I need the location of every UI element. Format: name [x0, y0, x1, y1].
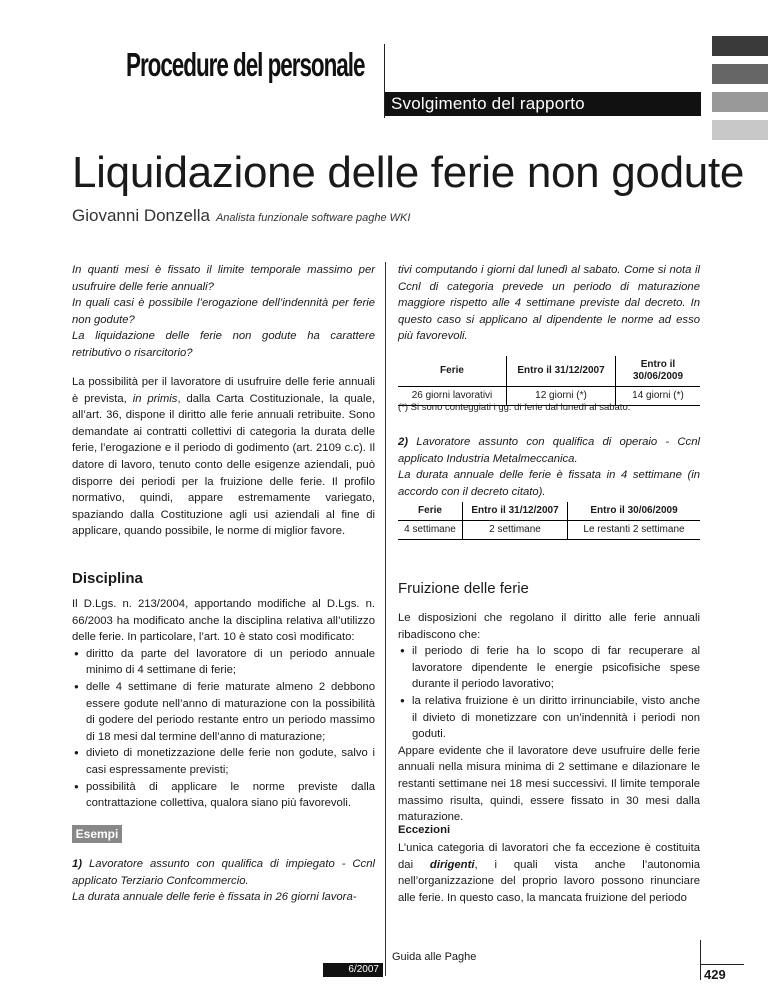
column-divider — [385, 262, 386, 956]
table-header-cell: Ferie — [398, 356, 507, 387]
table-cell: 26 giorni lavorativi — [398, 387, 507, 406]
eccezioni-emphasis: dirigenti — [429, 858, 475, 871]
example-2-continued: La durata annuale delle ferie è fissata in 4 settimane (in accordo con il decreto citato). — [398, 469, 700, 498]
page-number-rule — [700, 964, 744, 965]
list-item: ● diritto da parte del lavoratore di un periodo annuale minimo di 4 settimane di ferie; — [72, 646, 375, 679]
eccezioni-text-a: L’unica categoria di lavoratori che fa eccezione è costituita dai — [398, 842, 700, 871]
table-example-2 — [398, 502, 700, 540]
fruizione-after: Appare evidente che il lavoratore deve usufruire delle ferie annuali nella misura minima di 2 settimane e dilazionare le restanti settimane nei 18 mesi successivi. Il limite temporale massimo risulta, quindi, essere fissato in 30 mesi dalla maturazione. — [398, 744, 700, 824]
fruizione-heading: Fruizione delle ferie — [398, 580, 529, 597]
example-2-number: 2) — [398, 436, 409, 448]
magazine-brand: Procedure del personale — [126, 46, 365, 83]
author-role: Analista funzionale software paghe WKI — [215, 212, 411, 224]
table-header-cell: Ferie — [398, 502, 463, 521]
example-1-number: 1) — [72, 858, 83, 870]
table-cell: 2 settimane — [463, 521, 568, 540]
footer-magazine: Guida alle Paghe — [392, 951, 477, 963]
question-1: In quanti mesi è fissato il limite temporale massimo per usufruire delle ferie annuali? — [72, 264, 375, 293]
list-item: ● la relativa fruizione è un diritto irrinunciabile, visto anche il divieto di monetizzare con un’indennità i periodi non goduti. — [398, 693, 700, 743]
edge-tab-3 — [712, 92, 768, 112]
table-example-1 — [398, 356, 700, 406]
esempi-badge: Esempi — [72, 825, 122, 843]
table-header-cell: Entro il 31/12/2007 — [507, 356, 616, 387]
disciplina-heading: Disciplina — [72, 570, 143, 587]
edge-tab-1 — [712, 36, 768, 56]
page-number-divider — [700, 940, 701, 980]
example-1-continued: La durata annuale delle ferie è fissata in 26 giorni lavora- — [72, 891, 357, 904]
eccezioni-heading: Eccezioni — [398, 824, 451, 836]
fruizione-list — [398, 643, 700, 743]
example-1-text: Lavoratore assunto con qualifica di impiegato - Ccnl applicato Terziario Confcommercio. — [72, 858, 375, 887]
article-author — [72, 206, 410, 226]
disciplina-list — [72, 646, 375, 812]
footer-issue: 6/2007 — [323, 963, 383, 977]
example-1 — [72, 856, 375, 906]
table-cell: Le restanti 2 settimane — [568, 521, 701, 540]
example-1-tail: tivi computando i giorni dal lunedì al sabato. Come si nota il Ccnl di categoria prevede un periodo di maturazione maggiore rispetto alle 4 settimane previste dal decreto. In questo caso si applicano al dipendente le norme ad esso più favorevoli. — [398, 264, 700, 343]
eccezioni-text — [398, 840, 700, 906]
article-title: Liquidazione delle ferie non godute — [72, 148, 745, 197]
example-2 — [398, 434, 700, 500]
table-cell: 14 giorni (*) — [616, 387, 701, 406]
edge-tab-4 — [712, 120, 768, 140]
list-item: ● divieto di monetizzazione delle ferie non godute, salvo i casi espressamente previsti; — [72, 745, 375, 778]
question-2: In quali casi è possibile l’erogazione dell’indennità per ferie non godute? — [72, 297, 375, 326]
table-header-cell: Entro il 30/06/2009 — [568, 502, 701, 521]
disciplina-text: Il D.Lgs. n. 213/2004, apportando modifiche al D.Lgs. n. 66/2003 ha modificato anche la disciplina relativa all’utilizzo delle ferie. In particolare, l’art. 10 è stato così modificato: — [72, 598, 375, 644]
question-3: La liquidazione delle ferie non godute ha carattere retributivo o risarcitorio? — [72, 330, 375, 359]
eccezioni-text-b: , i quali vista anche l’autonomia nell’organizzazione del proprio lavoro possono rinunciare alle ferie. In questo caso, la mancata fruizione del periodo — [398, 858, 700, 904]
intro-questions — [72, 262, 375, 362]
intro-paragraph — [72, 374, 375, 540]
edge-tab-2 — [712, 64, 768, 84]
example-2-text: Lavoratore assunto con qualifica di operaio - Ccnl applicato Industria Metalmeccanica. — [398, 436, 700, 465]
intro-text-a: La possibilità per il lavoratore di usufruire delle ferie annuali è prevista, — [72, 376, 375, 405]
table-cell: 12 giorni (*) — [507, 387, 616, 406]
table-cell: 4 settimane — [398, 521, 463, 540]
fruizione-text: Le disposizioni che regolano il diritto alle ferie annuali ribadiscono che: — [398, 612, 700, 641]
footer-divider — [385, 950, 386, 976]
author-name: Giovanni Donzella — [72, 206, 210, 225]
page-number: 429 — [704, 967, 726, 982]
intro-emphasis: in primis — [132, 392, 178, 405]
table-row — [398, 521, 700, 540]
table-header-cell: Entro il 31/12/2007 — [463, 502, 568, 521]
table-footnote: (*) Si sono conteggiati i gg. di ferie dal lunedì al sabato. — [398, 402, 631, 413]
list-item: ● delle 4 settimane di ferie maturate almeno 2 debbono essere godute nell’anno di maturazione con la possibilità di godere del periodo restante entro un periodo massimo di 18 mesi dal termine dell’anno di maturazione; — [72, 679, 375, 745]
list-item: ● possibilità di applicare le norme previste dalla contrattazione collettiva, qualora siano più favorevoli. — [72, 779, 375, 812]
disciplina-section — [72, 596, 375, 812]
fruizione-section — [398, 610, 700, 826]
table-header-row — [398, 356, 700, 387]
list-item: ● il periodo di ferie ha lo scopo di far recuperare al lavoratore dipendente le energie psicofisiche spese durante il periodo lavorativo; — [398, 643, 700, 693]
section-label: Svolgimento del rapporto — [385, 92, 701, 116]
table-header-cell: Entro il 30/06/2009 — [616, 356, 701, 387]
intro-text-b: , dalla Carta Costituzionale, la quale, all’art. 36, dispone il diritto alle ferie annuali retribuite. Sono demandate ai contratti collettivi di categoria la durata delle ferie, l’erogazione e il periodo di godimento (art. 2109 c.c). Il datore di lavoro, tenuto conto delle esigenze aziendali, può disporre dei periodi per la fruizione delle ferie. Il profilo normativo, quindi, appare estremamente variegato, spaziando dalla Costituzione agli usi aziendali al fine di applicare, quando possibile, le norme di miglior favore. — [72, 392, 375, 538]
table-header-row — [398, 502, 700, 521]
